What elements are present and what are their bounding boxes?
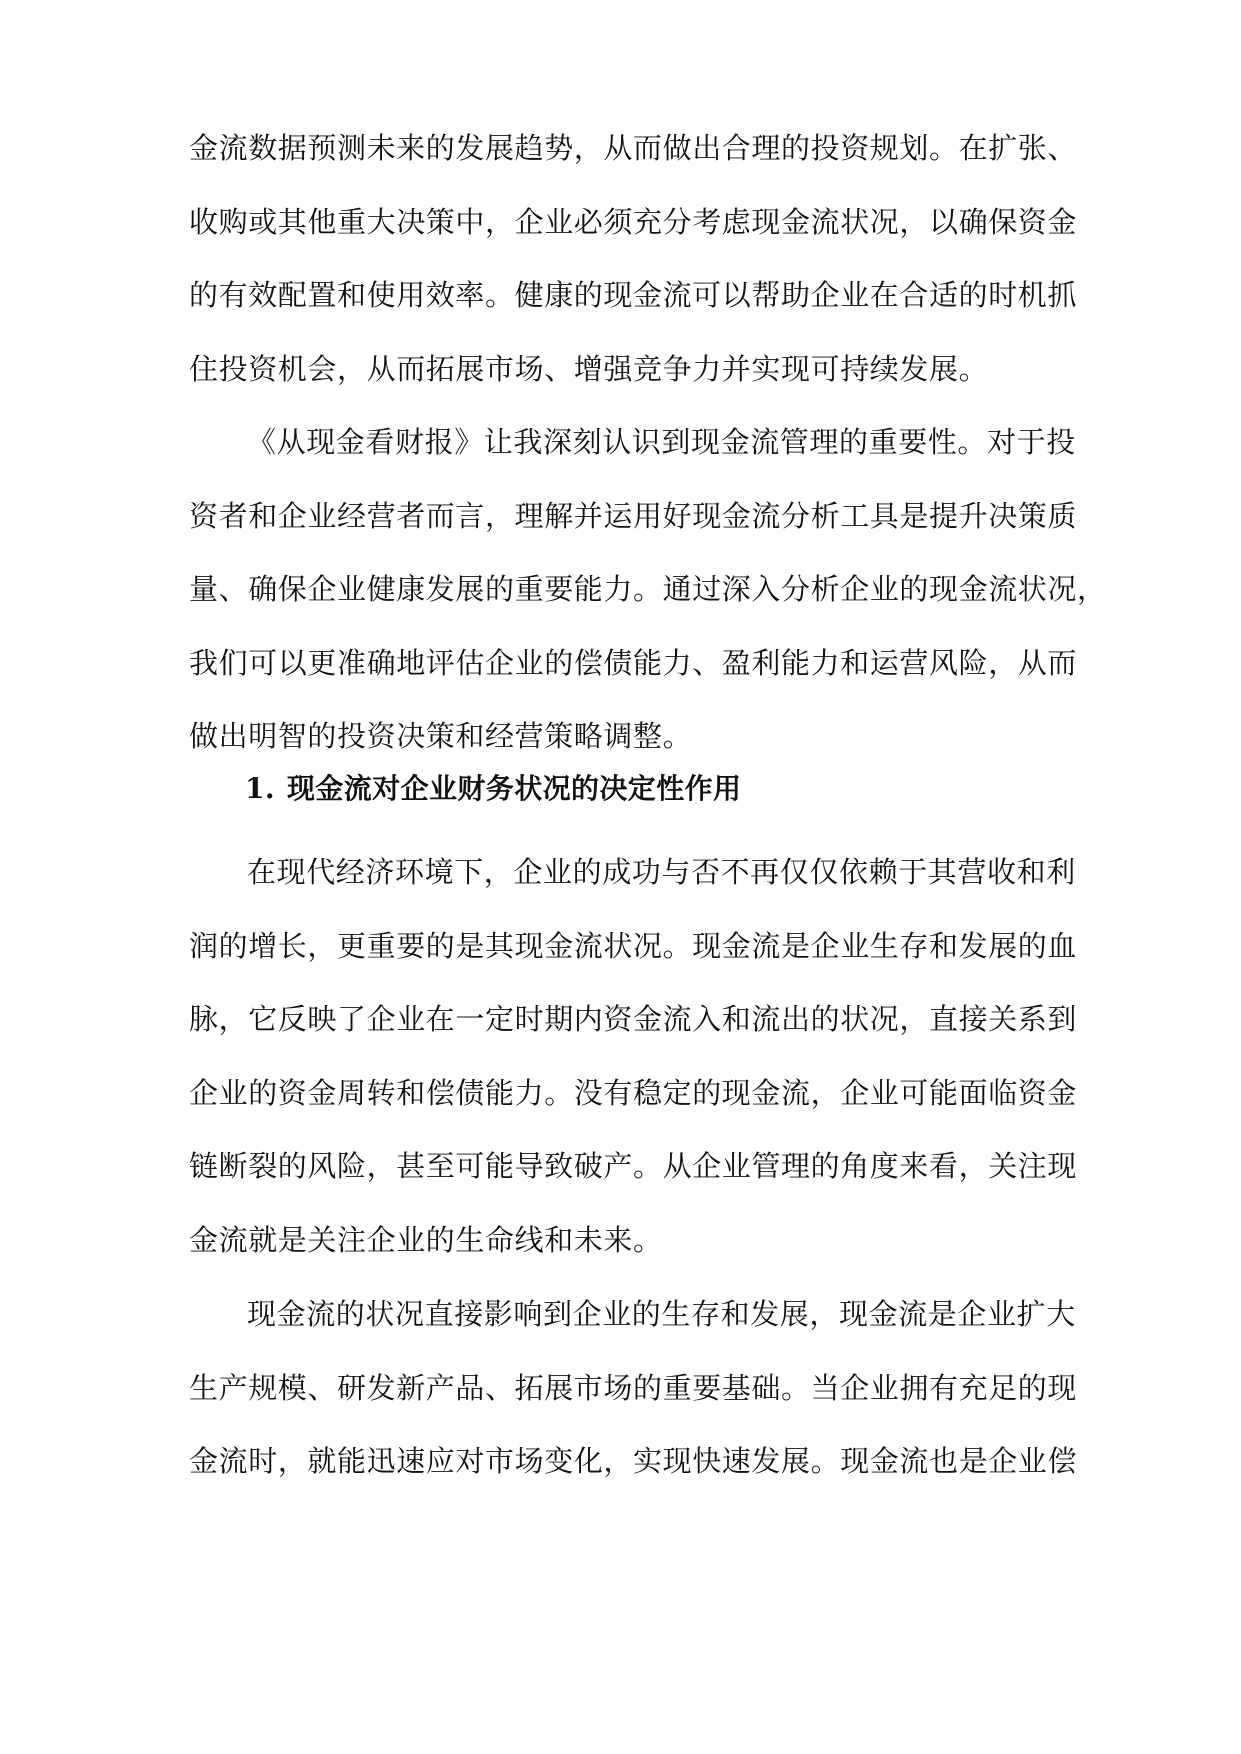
text-line: 润的增长，更重要的是其现金流状况。现金流是企业生存和发展的血 — [189, 928, 1078, 963]
text-line: 收购或其他重大决策中，企业必须充分考虑现金流状况，以确保资金 — [189, 204, 1078, 239]
text-line: 在现代经济环境下，企业的成功与否不再仅仅依赖于其营收和利 — [247, 855, 1076, 889]
text-line: 资者和企业经营者而言，理解并运用好现金流分析工具是提升决策质 — [189, 498, 1078, 533]
text-line: 我们可以更准确地评估企业的偿债能力、盈利能力和运营风险，从而 — [189, 645, 1078, 680]
text-line: 做出明智的投资决策和经营策略调整。 — [189, 719, 693, 754]
text-line: 金流时，就能迅速应对市场变化，实现快速发展。现金流也是企业偿 — [189, 1444, 1078, 1479]
text-line: 金流数据预测未来的发展趋势，从而做出合理的投资规划。在扩张、 — [189, 131, 1078, 165]
text-line: 量、确保企业健康发展的重要能力。通过深入分析企业的现金流状况， — [189, 572, 1107, 607]
text-line: 的有效配置和使用效率。健康的现金流可以帮助企业在合适的时机抓 — [189, 278, 1078, 313]
paragraph-book-reflection — [189, 406, 1107, 774]
continued-paragraph — [189, 112, 1078, 406]
text-line: 生产规模、研发新产品、拓展市场的重要基础。当企业拥有充足的现 — [189, 1370, 1078, 1405]
section-number: 1. — [245, 772, 276, 805]
text-line: 现金流的状况直接影响到企业的生存和发展，现金流是企业扩大 — [247, 1297, 1076, 1331]
text-line: 金流就是关注企业的生命线和未来。 — [189, 1222, 663, 1257]
text-line: 企业的资金周转和偿债能力。没有稳定的现金流，企业可能面临资金 — [189, 1075, 1078, 1110]
paragraph-cashflow-growth — [189, 1278, 1078, 1499]
section-heading-line — [189, 752, 1059, 826]
text-line: 链断裂的风险，甚至可能导致破产。从企业管理的角度来看，关注现 — [189, 1149, 1078, 1184]
text-line: 《从现金看财报》让我深刻认识到现金流管理的重要性。对于投 — [247, 425, 1076, 459]
paragraph-cashflow-importance — [189, 836, 1078, 1278]
section-title: 现金流对企业财务状况的决定性作用 — [287, 772, 742, 805]
text-line: 脉，它反映了企业在一定时期内资金流入和流出的状况，直接关系到 — [189, 1002, 1078, 1037]
text-line: 住投资机会，从而拓展市场、增强竞争力并实现可持续发展。 — [189, 351, 989, 386]
section-heading — [189, 752, 1059, 826]
